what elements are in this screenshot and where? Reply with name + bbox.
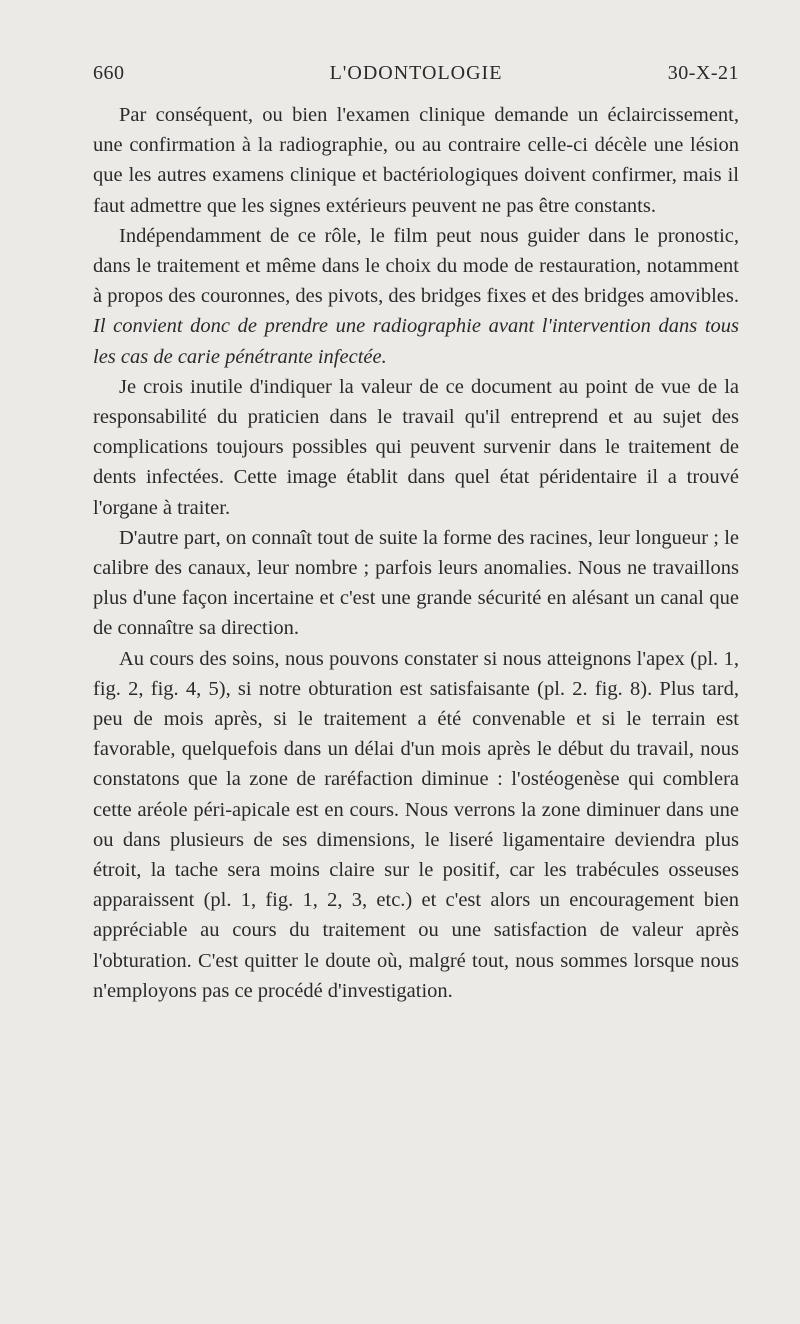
paragraph <box>93 221 739 372</box>
paragraph-text: Je crois inutile d'indiquer la valeur de ce document au point de vue de la responsabilité du praticien dans le travail qu'il entreprend et au sujet des complications toujours possibles qui peuvent survenir dans le traitement de dents infectées. Cette image établit dans quel état péridentaire il a trouvé l'organe à traiter. <box>93 375 739 519</box>
paragraph-text: Indépendamment de ce rôle, le film peut nous guider dans le pronostic, dans le traitement et même dans le choix du mode de restauration, notamment à propos des couronnes, des pivots, des bridges fixes et des bridges amovibles. <box>93 224 739 308</box>
paragraph-text: Au cours des soins, nous pouvons constater si nous atteignons l'apex (pl. 1, fig. 2, fig. 4, 5), si notre obturation est satisfaisante (pl. 2. fig. 8). Plus tard, peu de mois après, si le traitement a été convenable et si le terrain est favorable, quelquefois dans un délai d'un mois après le début du travail, nous constatons que la zone de raréfaction diminue : l'ostéogenèse qui comblera cette aréole péri-apicale est en cours. Nous verrons la zone diminuer dans une ou dans plusieurs de ses dimensions, le liseré ligamentaire deviendra plus étroit, la tache sera moins claire sur le positif, car les trabécules osseuses apparaissent (pl. 1, fig. 1, 2, 3, etc.) et c'est alors un encouragement bien appréciable au cours du traitement ou une satisfaction de valeur après l'obturation. C'est quitter le doute où, malgré tout, nous sommes lorsque nous n'employons pas ce procédé d'investigation. <box>93 647 739 1002</box>
paragraph-text: Par conséquent, ou bien l'examen clinique demande un éclaircissement, une confirmation à la radiographie, ou au contraire celle-ci décèle une lésion que les autres examens clinique et bactériologiques doivent confirmer, mais il faut admettre que les signes extérieurs peuvent ne pas être constants. <box>93 104 739 217</box>
page-number: 660 <box>93 62 125 84</box>
page-header <box>93 62 739 92</box>
paragraph <box>93 372 739 523</box>
paragraph <box>93 100 739 221</box>
issue-date: 30-X-21 <box>667 62 739 84</box>
running-title: L'ODONTOLOGIE <box>329 62 503 84</box>
paragraph <box>93 523 739 644</box>
paragraph-italic-text: Il convient donc de prendre une radiographie avant l'intervention dans tous les cas de carie pénétrante infectée. <box>93 315 739 368</box>
paragraph <box>93 644 739 1006</box>
paragraph-text: D'autre part, on connaît tout de suite la forme des racines, leur longueur ; le calibre des canaux, leur nombre ; parfois leurs anomalies. Nous ne travaillons plus d'une façon incertaine et c'est une grande sécurité en alésant un canal que de connaître sa direction. <box>93 526 739 640</box>
body-text <box>93 100 739 1006</box>
